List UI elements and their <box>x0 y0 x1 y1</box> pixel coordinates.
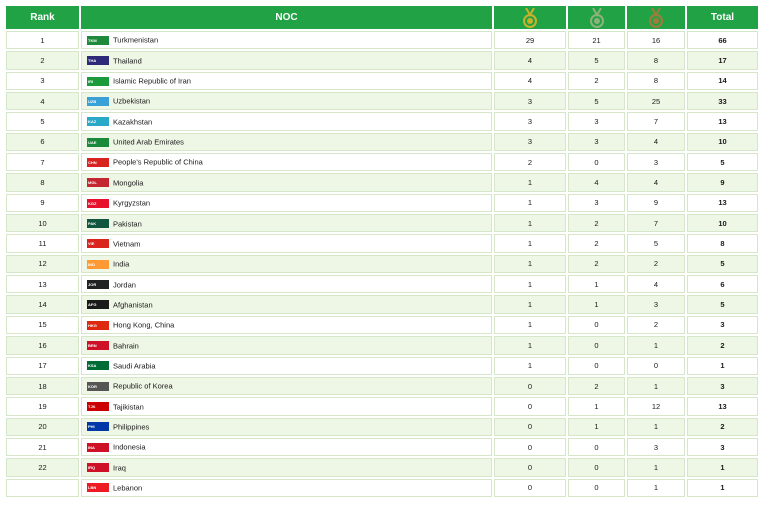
table-row[interactable] <box>6 133 758 151</box>
noc-cell[interactable] <box>81 112 492 130</box>
table-row[interactable] <box>6 194 758 212</box>
rank-cell: 9 <box>6 194 79 212</box>
total-count: 1 <box>687 357 758 375</box>
bronze-count: 1 <box>627 377 685 395</box>
silver-count: 5 <box>568 92 625 110</box>
rank-cell: 7 <box>6 153 79 171</box>
country-flag-icon: KGZ <box>87 199 109 208</box>
country-name: Tajikistan <box>113 402 144 412</box>
country-name: Philippines <box>113 422 150 432</box>
bronze-count: 3 <box>627 438 685 456</box>
total-count: 13 <box>687 112 758 130</box>
silver-count: 2 <box>568 255 625 273</box>
rank-cell: 6 <box>6 133 79 151</box>
rank-cell: 12 <box>6 255 79 273</box>
total-count: 3 <box>687 316 758 334</box>
table-row[interactable] <box>6 479 758 497</box>
total-count: 10 <box>687 214 758 232</box>
total-header[interactable]: Total <box>687 6 758 29</box>
country-name: Iraq <box>113 463 126 473</box>
bronze-count: 16 <box>627 31 685 49</box>
bronze-count: 5 <box>627 234 685 252</box>
silver-count: 0 <box>568 479 625 497</box>
noc-cell[interactable] <box>81 479 492 497</box>
gold-count: 0 <box>494 397 566 415</box>
country-flag-icon: HKG <box>87 321 109 330</box>
table-row[interactable] <box>6 51 758 69</box>
noc-cell[interactable] <box>81 234 492 252</box>
noc-cell[interactable] <box>81 438 492 456</box>
country-name: Lebanon <box>113 483 143 493</box>
bronze-count: 1 <box>627 336 685 354</box>
gold-count: 4 <box>494 72 566 90</box>
country-name: Vietnam <box>113 239 141 249</box>
country-flag-icon: UZB <box>87 97 109 106</box>
total-count: 66 <box>687 31 758 49</box>
country-flag-icon: PHI <box>87 422 109 431</box>
noc-cell[interactable] <box>81 357 492 375</box>
rank-cell <box>6 479 79 497</box>
country-name: Turkmenistan <box>113 35 159 45</box>
gold-count: 0 <box>494 418 566 436</box>
gold-count: 3 <box>494 112 566 130</box>
bronze-count: 3 <box>627 295 685 313</box>
gold-count: 4 <box>494 51 566 69</box>
silver-count: 1 <box>568 275 625 293</box>
rank-cell: 21 <box>6 438 79 456</box>
total-count: 5 <box>687 153 758 171</box>
total-count: 5 <box>687 295 758 313</box>
country-flag-icon: INA <box>87 443 109 452</box>
country-flag-icon: JOR <box>87 280 109 289</box>
gold-header[interactable] <box>494 6 566 29</box>
silver-count: 0 <box>568 153 625 171</box>
gold-count: 1 <box>494 336 566 354</box>
rank-cell: 3 <box>6 72 79 90</box>
gold-count: 1 <box>494 357 566 375</box>
total-count: 1 <box>687 458 758 476</box>
total-count: 10 <box>687 133 758 151</box>
bronze-count: 2 <box>627 255 685 273</box>
total-count: 2 <box>687 418 758 436</box>
country-flag-icon: VIE <box>87 239 109 248</box>
table-row[interactable] <box>6 234 758 252</box>
rank-cell: 13 <box>6 275 79 293</box>
total-count: 3 <box>687 438 758 456</box>
gold-count: 3 <box>494 133 566 151</box>
noc-cell[interactable] <box>81 336 492 354</box>
gold-count: 0 <box>494 458 566 476</box>
noc-cell[interactable] <box>81 92 492 110</box>
country-name: Uzbekistan <box>113 96 151 106</box>
noc-cell[interactable] <box>81 275 492 293</box>
medal-table-container <box>6 6 758 499</box>
gold-medal-icon <box>522 8 538 28</box>
bronze-count: 12 <box>627 397 685 415</box>
table-row[interactable] <box>6 173 758 191</box>
table-row[interactable] <box>6 397 758 415</box>
country-name: Hong Kong, China <box>113 320 175 330</box>
table-row[interactable] <box>6 92 758 110</box>
total-count: 2 <box>687 336 758 354</box>
total-count: 6 <box>687 275 758 293</box>
country-flag-icon: KOR <box>87 382 109 391</box>
silver-count: 1 <box>568 397 625 415</box>
total-count: 5 <box>687 255 758 273</box>
rank-cell: 20 <box>6 418 79 436</box>
bronze-header[interactable] <box>627 6 685 29</box>
country-name: Thailand <box>113 56 142 66</box>
rank-cell: 10 <box>6 214 79 232</box>
country-name: Bahrain <box>113 341 139 351</box>
bronze-count: 25 <box>627 92 685 110</box>
noc-cell[interactable] <box>81 397 492 415</box>
silver-count: 3 <box>568 133 625 151</box>
silver-count: 2 <box>568 377 625 395</box>
gold-count: 3 <box>494 92 566 110</box>
table-row[interactable] <box>6 336 758 354</box>
noc-cell[interactable] <box>81 31 492 49</box>
country-name: Saudi Arabia <box>113 361 156 371</box>
noc-cell[interactable] <box>81 153 492 171</box>
bronze-count: 7 <box>627 112 685 130</box>
table-row[interactable] <box>6 295 758 313</box>
country-flag-icon: LBN <box>87 483 109 492</box>
table-row[interactable] <box>6 214 758 232</box>
country-flag-icon: THA <box>87 56 109 65</box>
rank-cell: 2 <box>6 51 79 69</box>
bronze-count: 9 <box>627 194 685 212</box>
noc-header[interactable]: NOC <box>81 6 492 29</box>
country-flag-icon: KSA <box>87 361 109 370</box>
bronze-count: 3 <box>627 153 685 171</box>
silver-count: 2 <box>568 72 625 90</box>
gold-count: 1 <box>494 295 566 313</box>
bronze-count: 0 <box>627 357 685 375</box>
noc-cell[interactable] <box>81 133 492 151</box>
total-count: 1 <box>687 479 758 497</box>
country-name: Kazakhstan <box>113 117 153 127</box>
noc-cell[interactable] <box>81 255 492 273</box>
total-count: 13 <box>687 194 758 212</box>
country-flag-icon: CHN <box>87 158 109 167</box>
gold-count: 0 <box>494 377 566 395</box>
silver-count: 2 <box>568 214 625 232</box>
noc-cell[interactable] <box>81 295 492 313</box>
total-count: 3 <box>687 377 758 395</box>
country-name: Jordan <box>113 280 136 290</box>
rank-cell: 8 <box>6 173 79 191</box>
bronze-count: 1 <box>627 458 685 476</box>
gold-count: 1 <box>494 316 566 334</box>
noc-cell[interactable] <box>81 458 492 476</box>
silver-header[interactable] <box>568 6 625 29</box>
gold-count: 1 <box>494 194 566 212</box>
gold-count: 1 <box>494 234 566 252</box>
rank-cell: 4 <box>6 92 79 110</box>
noc-cell[interactable] <box>81 51 492 69</box>
header-row <box>6 6 758 29</box>
country-name: United Arab Emirates <box>113 137 184 147</box>
country-name: Pakistan <box>113 219 142 229</box>
silver-count: 2 <box>568 234 625 252</box>
country-flag-icon: MGL <box>87 178 109 187</box>
table-row[interactable] <box>6 438 758 456</box>
country-name: India <box>113 259 130 269</box>
rank-cell: 5 <box>6 112 79 130</box>
bronze-count: 8 <box>627 51 685 69</box>
rank-cell: 1 <box>6 31 79 49</box>
table-row[interactable] <box>6 357 758 375</box>
silver-count: 0 <box>568 316 625 334</box>
rank-cell: 19 <box>6 397 79 415</box>
medal-table <box>4 4 760 499</box>
silver-count: 0 <box>568 357 625 375</box>
silver-count: 0 <box>568 336 625 354</box>
total-count: 8 <box>687 234 758 252</box>
silver-count: 3 <box>568 194 625 212</box>
country-flag-icon: BRN <box>87 341 109 350</box>
country-name: Islamic Republic of Iran <box>113 76 191 86</box>
country-flag-icon: IND <box>87 260 109 269</box>
table-row[interactable] <box>6 112 758 130</box>
total-count: 33 <box>687 92 758 110</box>
noc-cell[interactable] <box>81 214 492 232</box>
gold-count: 0 <box>494 479 566 497</box>
gold-count: 1 <box>494 214 566 232</box>
rank-cell: 22 <box>6 458 79 476</box>
gold-count: 1 <box>494 173 566 191</box>
country-name: Afghanistan <box>113 300 153 310</box>
bronze-medal-icon <box>648 8 664 28</box>
silver-count: 0 <box>568 438 625 456</box>
gold-count: 29 <box>494 31 566 49</box>
bronze-count: 8 <box>627 72 685 90</box>
country-name: Kyrgyzstan <box>113 198 151 208</box>
silver-count: 1 <box>568 418 625 436</box>
total-count: 13 <box>687 397 758 415</box>
silver-count: 5 <box>568 51 625 69</box>
silver-count: 4 <box>568 173 625 191</box>
bronze-count: 7 <box>627 214 685 232</box>
table-row[interactable] <box>6 418 758 436</box>
country-name: Republic of Korea <box>113 381 173 391</box>
noc-cell[interactable] <box>81 72 492 90</box>
rank-cell: 14 <box>6 295 79 313</box>
country-name: Indonesia <box>113 442 146 452</box>
silver-count: 3 <box>568 112 625 130</box>
total-count: 14 <box>687 72 758 90</box>
gold-count: 2 <box>494 153 566 171</box>
medal-table-body <box>6 31 758 497</box>
country-name: Mongolia <box>113 178 144 188</box>
table-row[interactable] <box>6 72 758 90</box>
gold-count: 1 <box>494 275 566 293</box>
country-flag-icon: IRQ <box>87 463 109 472</box>
rank-cell: 17 <box>6 357 79 375</box>
silver-count: 21 <box>568 31 625 49</box>
total-count: 9 <box>687 173 758 191</box>
country-flag-icon: IRI <box>87 77 109 86</box>
country-flag-icon: AFG <box>87 300 109 309</box>
bronze-count: 4 <box>627 173 685 191</box>
noc-cell[interactable] <box>81 316 492 334</box>
silver-count: 1 <box>568 295 625 313</box>
table-row[interactable] <box>6 377 758 395</box>
table-row[interactable] <box>6 316 758 334</box>
rank-cell: 18 <box>6 377 79 395</box>
noc-cell[interactable] <box>81 377 492 395</box>
country-flag-icon: KAZ <box>87 117 109 126</box>
bronze-count: 2 <box>627 316 685 334</box>
bronze-count: 4 <box>627 133 685 151</box>
silver-medal-icon <box>589 8 605 28</box>
country-name: People's Republic of China <box>113 157 203 167</box>
table-row[interactable] <box>6 275 758 293</box>
noc-cell[interactable] <box>81 173 492 191</box>
total-count: 17 <box>687 51 758 69</box>
country-flag-icon: PAK <box>87 219 109 228</box>
country-flag-icon: UAE <box>87 138 109 147</box>
bronze-count: 1 <box>627 418 685 436</box>
rank-cell: 11 <box>6 234 79 252</box>
rank-header[interactable]: Rank <box>6 6 79 29</box>
country-flag-icon: TJK <box>87 402 109 411</box>
gold-count: 0 <box>494 438 566 456</box>
bronze-count: 1 <box>627 479 685 497</box>
rank-cell: 16 <box>6 336 79 354</box>
noc-cell[interactable] <box>81 418 492 436</box>
table-row[interactable] <box>6 458 758 476</box>
noc-cell[interactable] <box>81 194 492 212</box>
table-row[interactable] <box>6 153 758 171</box>
table-row[interactable] <box>6 31 758 49</box>
gold-count: 1 <box>494 255 566 273</box>
silver-count: 0 <box>568 458 625 476</box>
rank-cell: 15 <box>6 316 79 334</box>
bronze-count: 4 <box>627 275 685 293</box>
table-row[interactable] <box>6 255 758 273</box>
country-flag-icon: TKM <box>87 36 109 45</box>
